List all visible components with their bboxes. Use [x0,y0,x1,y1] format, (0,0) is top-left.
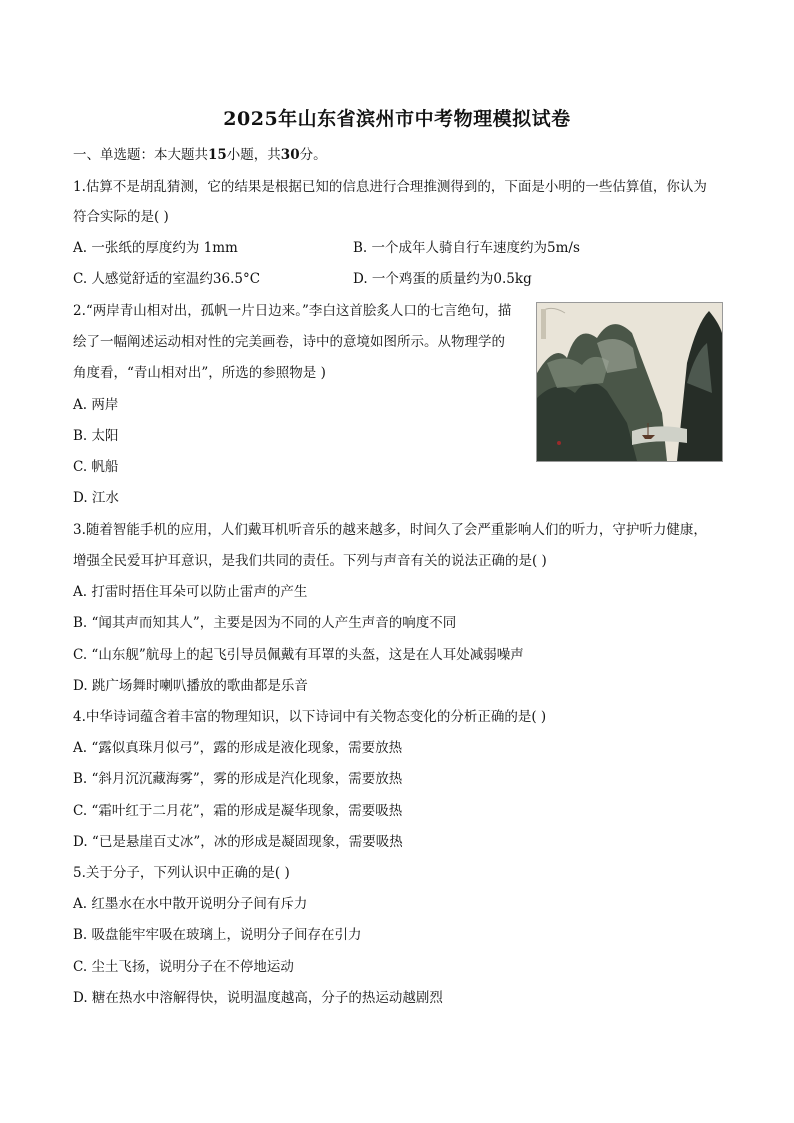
q2-stem-line-1: 2.“两岸青山相对出，孤帆一片日边来。”李白这首脍炙人口的七言绝句，描 [73,303,512,319]
q2-option-c: C. 帆船 [73,459,119,475]
q4-option-d: D. “已是悬崖百丈冰”，冰的形成是凝固现象，需要吸热 [73,834,403,850]
q5-stem-line-1: 5.关于分子，下列认识中正确的是( ) [73,865,290,881]
q3-stem-line-2: 增强全民爱耳护耳意识，是我们共同的责任。下列与声音有关的说法正确的是( ) [73,553,547,569]
total-score: 30 [280,147,300,163]
q1-stem-line-1: 1.估算不是胡乱猜测，它的结果是根据已知的信息进行合理推测得到的，下面是小明的一些估算值，你认为 [73,179,707,195]
q4-option-b: B. “斜月沉沉藏海雾”，雾的形成是汽化现象，需要放热 [73,771,403,787]
q3-option-c: C. “山东舰”航母上的起飞引导员佩戴有耳罩的头盔，这是在人耳处减弱噪声 [73,647,524,663]
landscape-painting-image [536,302,723,462]
q5-option-c: C. 尘土飞扬，说明分子在不停地运动 [73,959,294,975]
q4-option-a: A. “露似真珠月似弓”，露的形成是液化现象，需要放热 [73,740,403,756]
q3-option-b: B. “闻其声而知其人”，主要是因为不同的人产生声音的响度不同 [73,615,457,631]
q3-stem-line-1: 3.随着智能手机的应用，人们戴耳机听音乐的越来越多，时间久了会严重影响人们的听力，守护听力健康， [73,522,707,538]
q2-option-d: D. 江水 [73,490,119,506]
q3-option-a: A. 打雷时捂住耳朵可以防止雷声的产生 [73,584,308,600]
question-count: 15 [208,147,227,163]
q2-option-b: B. 太阳 [73,428,119,444]
q3-option-d: D. 跳广场舞时喇叭播放的歌曲都是乐音 [73,678,308,694]
q4-option-c: C. “霜叶红于二月花”，霜的形成是凝华现象，需要吸热 [73,803,403,819]
mountain-river-illustration [537,303,722,461]
section-heading: 一、单选题：本大题共15小题，共30分。 [73,147,327,163]
q1-option-d: D. 一个鸡蛋的质量约为0.5kg [353,271,532,287]
q1-option-a: A. 一张纸的厚度约为 1mm [73,240,238,256]
q2-stem-line-3: 角度看，“青山相对出”，所选的参照物是 ) [73,365,326,381]
q1-options-row-1 [73,239,733,257]
q1-option-b: B. 一个成年人骑自行车速度约为5m/s [353,240,580,256]
q1-option-c: C. 人感觉舒适的室温约36.5°C [73,271,261,287]
q5-option-a: A. 红墨水在水中散开说明分子间有斥力 [73,896,308,912]
page-title: 2025年山东省滨州市中考物理模拟试卷 [223,108,571,130]
q4-stem-line-1: 4.中华诗词蕴含着丰富的物理知识，以下诗词中有关物态变化的分析正确的是( ) [73,709,547,725]
q1-options-row-2 [73,270,733,288]
q2-option-a: A. 两岸 [73,397,119,413]
q1-stem-line-2: 符合实际的是( ) [73,209,169,225]
q2-stem-line-2: 绘了一幅阐述运动相对性的完美画卷，诗中的意境如图所示。从物理学的 [73,334,505,350]
q5-option-b: B. 吸盘能牢牢吸在玻璃上，说明分子间存在引力 [73,927,362,943]
q5-option-d: D. 糖在热水中溶解得快，说明温度越高，分子的热运动越剧烈 [73,990,443,1006]
